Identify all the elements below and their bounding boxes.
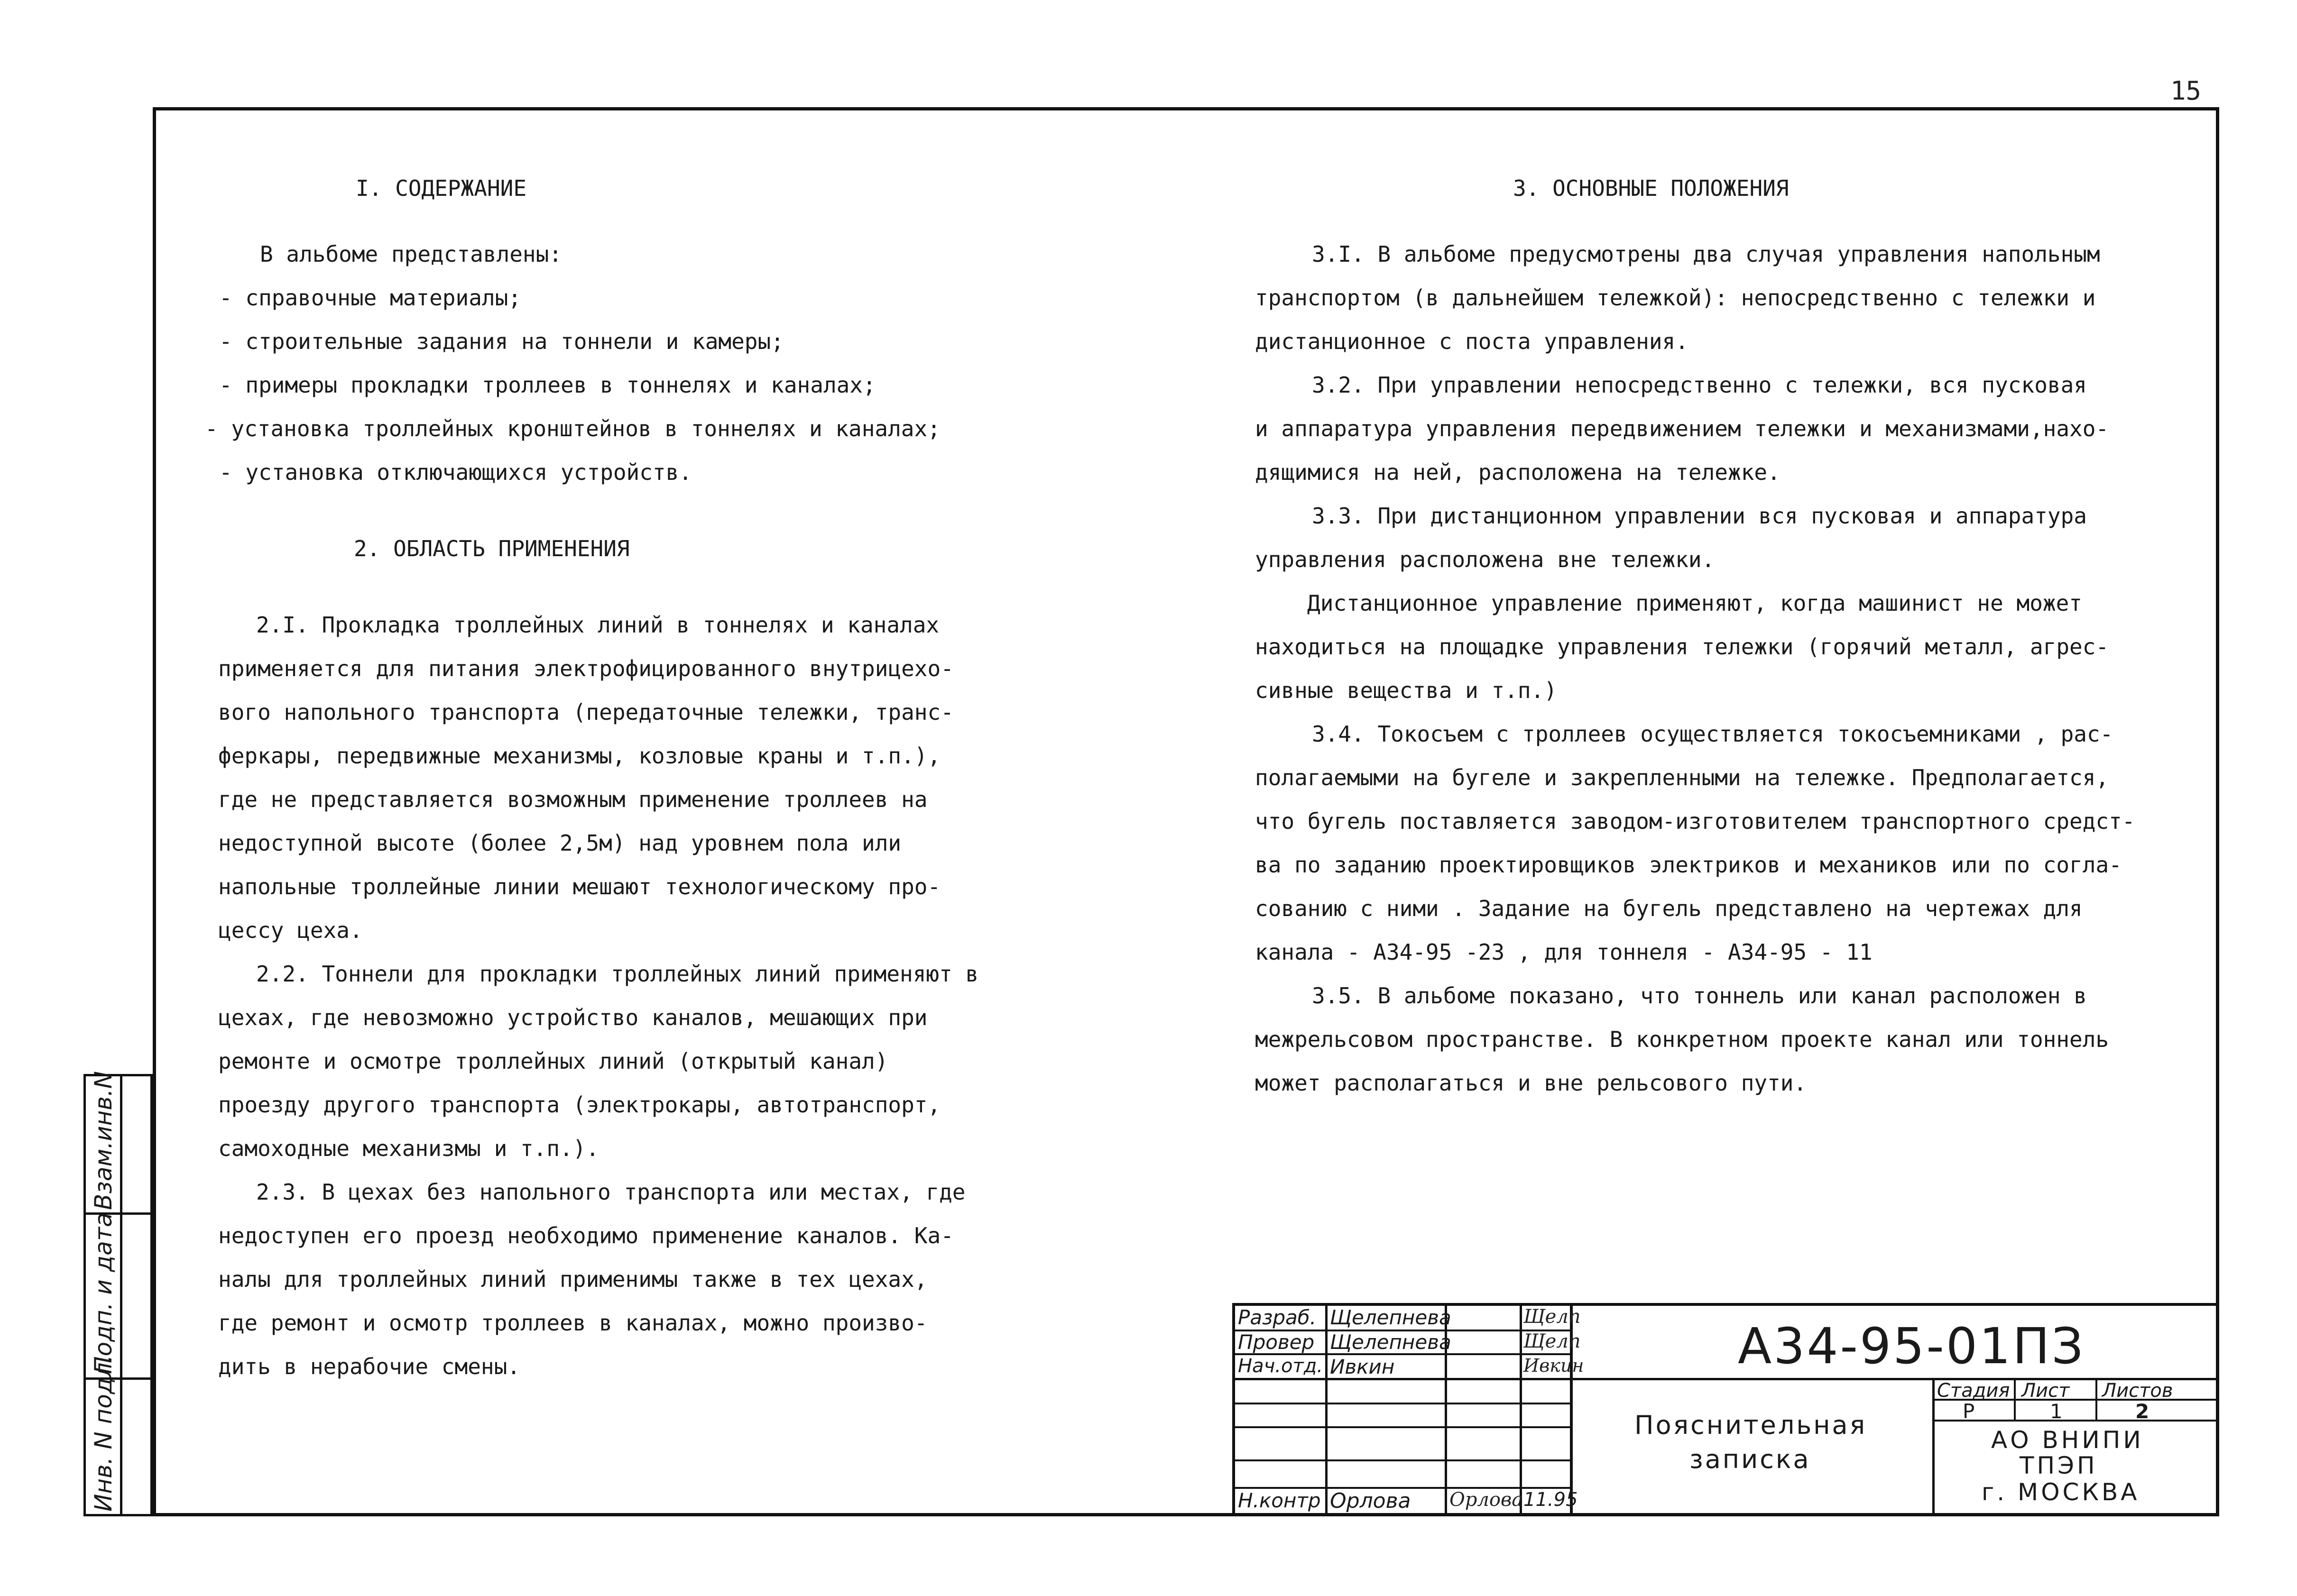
role-label: Провер bbox=[1238, 1330, 1315, 1354]
paragraph-line: 2.3. В цехах без напольного транспорта или местах, где bbox=[256, 1179, 966, 1205]
role-label: Нач.отд. bbox=[1238, 1355, 1323, 1377]
paragraph-line: феркары, передвижные механизмы, козловые краны и т.п.), bbox=[218, 743, 941, 769]
list-item: - примеры прокладки троллеев в тоннелях и каналах; bbox=[219, 372, 876, 398]
org-line1: АО ВНИПИ bbox=[1991, 1426, 2144, 1454]
org-line3: г. МОСКВА bbox=[1982, 1478, 2140, 1506]
signature: Орлова bbox=[1449, 1489, 1523, 1511]
role-name: Ивкин bbox=[1330, 1355, 1395, 1378]
doc-code: А34-95-01ПЗ bbox=[1738, 1317, 2085, 1375]
list-item: - установка троллейных кронштейнов в тоннелях и каналах; bbox=[205, 416, 941, 441]
paragraph-line: ремонте и осмотре троллейных линий (открытый канал) bbox=[218, 1048, 888, 1074]
paragraph-line: 3.I. В альбоме предусмотрены два случая управления напольным bbox=[1312, 241, 2100, 267]
sheet-label: Лист bbox=[2021, 1380, 2070, 1402]
paragraph-line: полагаемыми на бугеле и закрепленными на тележке. Предполагается, bbox=[1255, 765, 2109, 790]
signature: Щелп bbox=[1523, 1330, 1581, 1352]
stage-value: Р bbox=[1963, 1400, 1975, 1423]
paragraph-line: дистанционное с поста управления. bbox=[1255, 329, 1688, 354]
paragraph-line: дить в нерабочие смены. bbox=[218, 1354, 520, 1379]
sheets-value: 2 bbox=[2135, 1400, 2149, 1423]
paragraph-line: недоступной высоте (более 2,5м) над уровнем пола или bbox=[218, 830, 902, 856]
paragraph-line: управления расположена вне тележки. bbox=[1255, 547, 1715, 572]
sign-date: 11.95 bbox=[1523, 1489, 1578, 1511]
margin-label-inv: Инв. N подл. bbox=[90, 1355, 117, 1512]
paragraph-line: межрельсовом пространстве. В конкретном проекте канал или тоннель bbox=[1255, 1027, 2109, 1052]
list-item: - установка отключающихся устройств. bbox=[219, 459, 692, 485]
title-block bbox=[1232, 1303, 2219, 1516]
paragraph-line: налы для троллейных линий применимы также в тех цехах, bbox=[218, 1266, 928, 1292]
paragraph-line: 3.4. Токосъем с троллеев осуществляется токосъемниками , рас- bbox=[1312, 721, 2113, 747]
role-label: Н.контр bbox=[1238, 1489, 1321, 1512]
paragraph-line: где ремонт и осмотр троллеев в каналах, можно произво- bbox=[218, 1310, 928, 1336]
paragraph-line: цехах, где невозможно устройство каналов, мешающих при bbox=[218, 1005, 928, 1030]
section3-body bbox=[1255, 232, 2135, 1105]
paragraph-line: напольные троллейные линии мешают технологическому про- bbox=[218, 874, 941, 899]
paragraph-line: проезду другого транспорта (электрокары, автотранспорт, bbox=[218, 1092, 941, 1118]
list-item: - справочные материалы; bbox=[219, 285, 521, 311]
paragraph-line: применяется для питания электрофицированного внутрицехо- bbox=[218, 656, 954, 681]
paragraph-line: 2.2. Тоннели для прокладки троллейных линий применяют в bbox=[256, 961, 979, 987]
section1-title: I. СОДЕРЖАНИЕ bbox=[356, 175, 527, 201]
paragraph-line: 3.5. В альбоме показано, что тоннель или канал расположен в bbox=[1312, 983, 2087, 1009]
org-line2: ТПЭП bbox=[2020, 1452, 2098, 1479]
paragraph-line: вого напольного транспорта (передаточные тележки, транс- bbox=[218, 699, 954, 725]
paragraph-line: недоступен его проезд необходимо применение каналов. Ка- bbox=[218, 1223, 954, 1248]
paragraph-line: канала - А34-95 -23 , для тоннеля - А34-95 - 11 bbox=[1255, 939, 1873, 965]
paragraph-line: ва по заданию проектировщиков электриков и механиков или по согла- bbox=[1255, 852, 2122, 878]
role-name: Щелепнева bbox=[1330, 1330, 1451, 1354]
section1-intro bbox=[260, 232, 562, 276]
paragraph-line: транспортом (в дальнейшем тележкой): непосредственно с тележки и bbox=[1255, 285, 2096, 311]
sheets-label: Листов bbox=[2102, 1380, 2173, 1402]
list-item: - строительные задания на тоннели и камеры; bbox=[219, 329, 784, 354]
signature: Щелп bbox=[1523, 1306, 1581, 1328]
paragraph-line: Дистанционное управление применяют, когда машинист не может bbox=[1307, 590, 2082, 616]
page-number-mark: 15 bbox=[2170, 76, 2202, 106]
margin-label-replace: Взам.инв.N bbox=[90, 1071, 117, 1210]
section2-title: 2. ОБЛАСТЬ ПРИМЕНЕНИЯ bbox=[354, 536, 630, 561]
paragraph-line: может располагаться и вне рельсового пути. bbox=[1255, 1070, 1807, 1096]
paragraph-line: 2.I. Прокладка троллейных линий в тоннелях и каналах bbox=[256, 612, 940, 638]
paragraph-line: сивные вещества и т.п.) bbox=[1255, 678, 1557, 703]
role-label: Разраб. bbox=[1238, 1306, 1317, 1329]
section1-list bbox=[205, 276, 941, 494]
section2-body bbox=[218, 603, 978, 1388]
stage-label: Стадия bbox=[1937, 1380, 2010, 1402]
section3-title: 3. ОСНОВНЫЕ ПОЛОЖЕНИЯ bbox=[1513, 175, 1789, 201]
sheet-value: 1 bbox=[2050, 1400, 2063, 1423]
role-name: Орлова bbox=[1330, 1489, 1411, 1513]
section1-intro-line: В альбоме представлены: bbox=[260, 241, 562, 267]
doc-title-line2: записка bbox=[1689, 1444, 1811, 1474]
paragraph-line: цессу цеха. bbox=[218, 917, 363, 943]
paragraph-line: 3.3. При дистанционном управлении вся пусковая и аппаратура bbox=[1312, 503, 2087, 529]
paragraph-line: где не представляется возможным применение троллеев на bbox=[218, 787, 928, 812]
margin-stamp bbox=[83, 1071, 153, 1516]
role-name: Щелепнева bbox=[1330, 1306, 1451, 1329]
paragraph-line: дящимися на ней, расположена на тележке. bbox=[1255, 459, 1780, 485]
doc-title-line1: Пояснительная bbox=[1634, 1410, 1867, 1440]
signature: Ивкин bbox=[1523, 1355, 1584, 1376]
paragraph-line: и аппаратура управления передвижением тележки и механизмами,нахо- bbox=[1255, 416, 2109, 441]
paragraph-line: что бугель поставляется заводом-изготовителем транспортного средст- bbox=[1255, 808, 2135, 834]
paragraph-line: находиться на площадке управления тележки (горячий металл, агрес- bbox=[1255, 634, 2109, 660]
margin-label-sign-date: Подп. и дата bbox=[90, 1212, 117, 1374]
paragraph-line: самоходные механизмы и т.п.). bbox=[218, 1136, 600, 1161]
paragraph-line: 3.2. При управлении непосредственно с тележки, вся пусковая bbox=[1312, 372, 2087, 398]
paragraph-line: сованию с ними . Задание на бугель представлено на чертежах для bbox=[1255, 896, 2083, 921]
